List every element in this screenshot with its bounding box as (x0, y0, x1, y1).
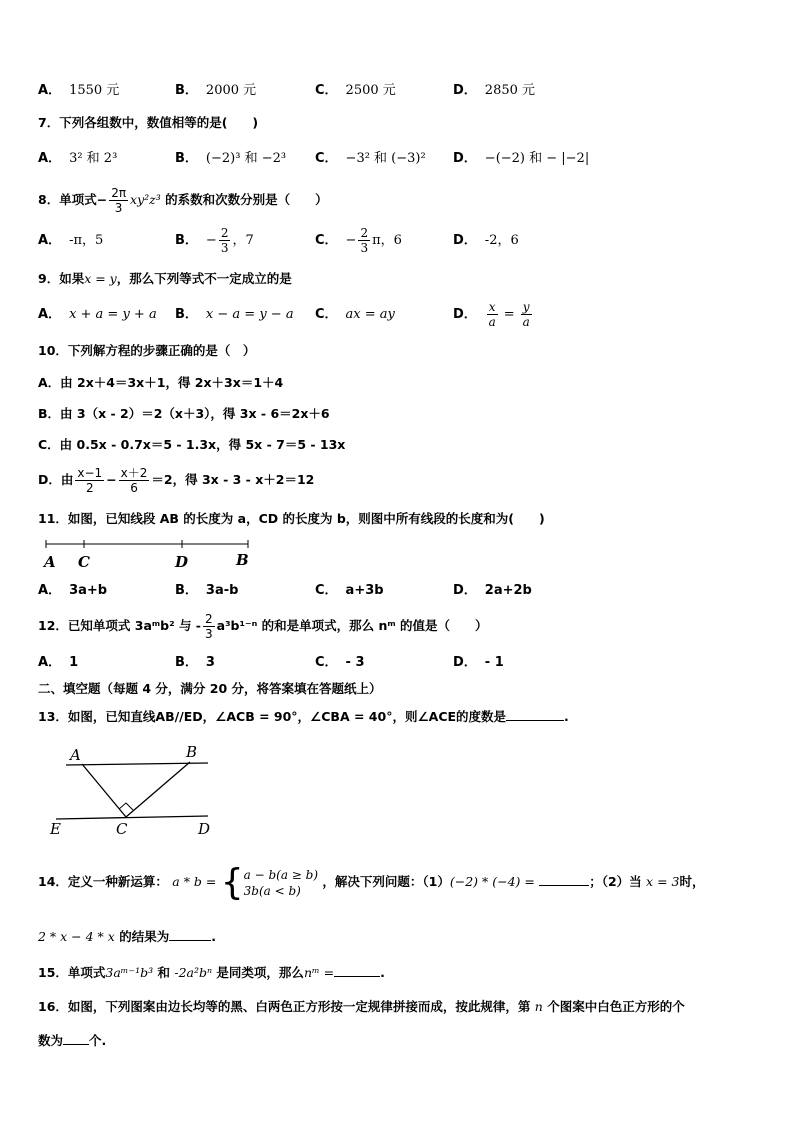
q7-option-b: B． (−2)³ 和 −2³ (175, 151, 287, 166)
q15-answer-blank[interactable] (334, 962, 380, 977)
q10-stem: 10．下列解方程的步骤正确的是（ ） (38, 343, 256, 358)
q6-option-d: D． 2850 元 (453, 83, 536, 98)
label-b: B (236, 551, 249, 569)
label-a: A (70, 746, 81, 764)
label-c: C (78, 553, 90, 571)
q8-stem: 8．单项式− $\frac{2\pi}{3}$ xy²z³ 的系数和次数分别是（ ） (38, 186, 328, 215)
q13-stem: 13．如图，已知直线AB//ED，∠ACB = 90°，∠CBA = 40°，则∠ACE的度数是 . (38, 706, 569, 726)
q13-parallel-lines-figure (48, 740, 228, 840)
q16-answer-blank[interactable] (63, 1030, 89, 1045)
q9-option-b: B． x − a = y − a (175, 307, 294, 322)
q9-option-d: D． $\frac{x}{a}$ = $\frac{y}{a}$ (453, 300, 530, 329)
q10-option-c: C．由 0.5x - 0.7x＝5 - 1.3x，得 5x - 7＝5 - 13x (38, 437, 346, 452)
q12-option-b: B． 3 (175, 655, 215, 670)
q8-option-b: B． − $\frac{2}{3}$ ，7 (175, 226, 254, 255)
q6-option-a: A． 1550 元 (38, 83, 120, 98)
q16-stem-line2: 数为 个. (38, 1030, 106, 1050)
q11-line-segment-figure (38, 536, 258, 572)
q7-option-a: A． 3² 和 2³ (38, 151, 118, 166)
right-angle-mark (119, 803, 133, 810)
q9-stem: 9．如果x = y，那么下列等式不一定成立的是 (38, 271, 292, 286)
q12-option-c: C． - 3 (315, 655, 365, 670)
label-a: A (44, 553, 56, 571)
label-d: D (198, 820, 211, 838)
q9-option-a: A． x + a = y + a (38, 307, 157, 322)
q10-option-b: B．由 3（x - 2）＝2（x＋3），得 3x - 6＝2x＋6 (38, 406, 330, 421)
q6-option-c: C． 2500 元 (315, 83, 396, 98)
q7-option-c: C． −3² 和 (−3)² (315, 151, 426, 166)
label-e: E (50, 820, 61, 838)
q10-option-d: D．由 $\frac{x-1}{2}$ − $\frac{x+2}{6}$ ＝2，得 3x - 3 - x＋2＝12 (38, 466, 315, 495)
q6-option-b: B． 2000 元 (175, 83, 257, 98)
q11-stem: 11．如图，已知线段 AB 的长度为 a，CD 的长度为 b，则图中所有线段的长度和为( ) (38, 511, 545, 526)
q12-option-a: A． 1 (38, 655, 79, 670)
label-c: C (116, 820, 128, 838)
label-d: D (175, 553, 189, 571)
q9-option-c: C． ax = ay (315, 307, 395, 322)
q14-part1-blank[interactable] (539, 871, 589, 886)
q7-stem: 7．下列各组数中，数值相等的是( ) (38, 115, 259, 130)
line-ed (56, 816, 208, 819)
q12-stem: 12．已知单项式 3aᵐb² 与 - $\frac{2}{3}$ a³b¹⁻ⁿ 的和是单项式，那么 nᵐ 的值是（ ） (38, 612, 488, 641)
q11-option-d: D． 2a+2b (453, 583, 532, 598)
q7-option-d: D． −(−2) 和 − |−2| (453, 151, 590, 166)
label-b: B (186, 743, 198, 761)
q14-part2-blank[interactable] (169, 926, 211, 941)
q8-option-c: C． − $\frac{2}{3}$ π，6 (315, 226, 402, 255)
q13-answer-blank[interactable] (506, 706, 564, 721)
q14-stem: 14．定义一种新运算： a * b = { a − b(a ≥ b) 3b(a < b) ，解决下列问题：（1）(−2) * (−4) = ；（2）当 x = 3时， (38, 861, 705, 903)
q11-option-a: A． 3a+b (38, 583, 108, 598)
segment-bc (126, 762, 190, 817)
q14-part2: 2 * x − 4 * x 的结果为 . (38, 926, 216, 946)
q8-option-a: A． -π，5 (38, 233, 104, 248)
q8-option-d: D． -2，6 (453, 233, 519, 248)
q11-option-b: B． 3a-b (175, 583, 239, 598)
q10-option-a: A．由 2x＋4＝3x＋1，得 2x＋3x＝1＋4 (38, 375, 284, 390)
q11-option-c: C． a+3b (315, 583, 384, 598)
section-title-fill-in: 二、填空题（每题 4 分，满分 20 分，将答案填在答题纸上） (38, 681, 382, 696)
q15-stem: 15．单项式3aᵐ⁻¹b³ 和 -2a²bⁿ 是同类项，那么nᵐ = . (38, 962, 385, 982)
q12-option-d: D． - 1 (453, 655, 504, 670)
q16-stem-line1: 16．如图，下列图案由边长均等的黑、白两色正方形按一定规律拼接而成，按此规律，第 n 个图案中白色正方形的个 (38, 999, 685, 1014)
